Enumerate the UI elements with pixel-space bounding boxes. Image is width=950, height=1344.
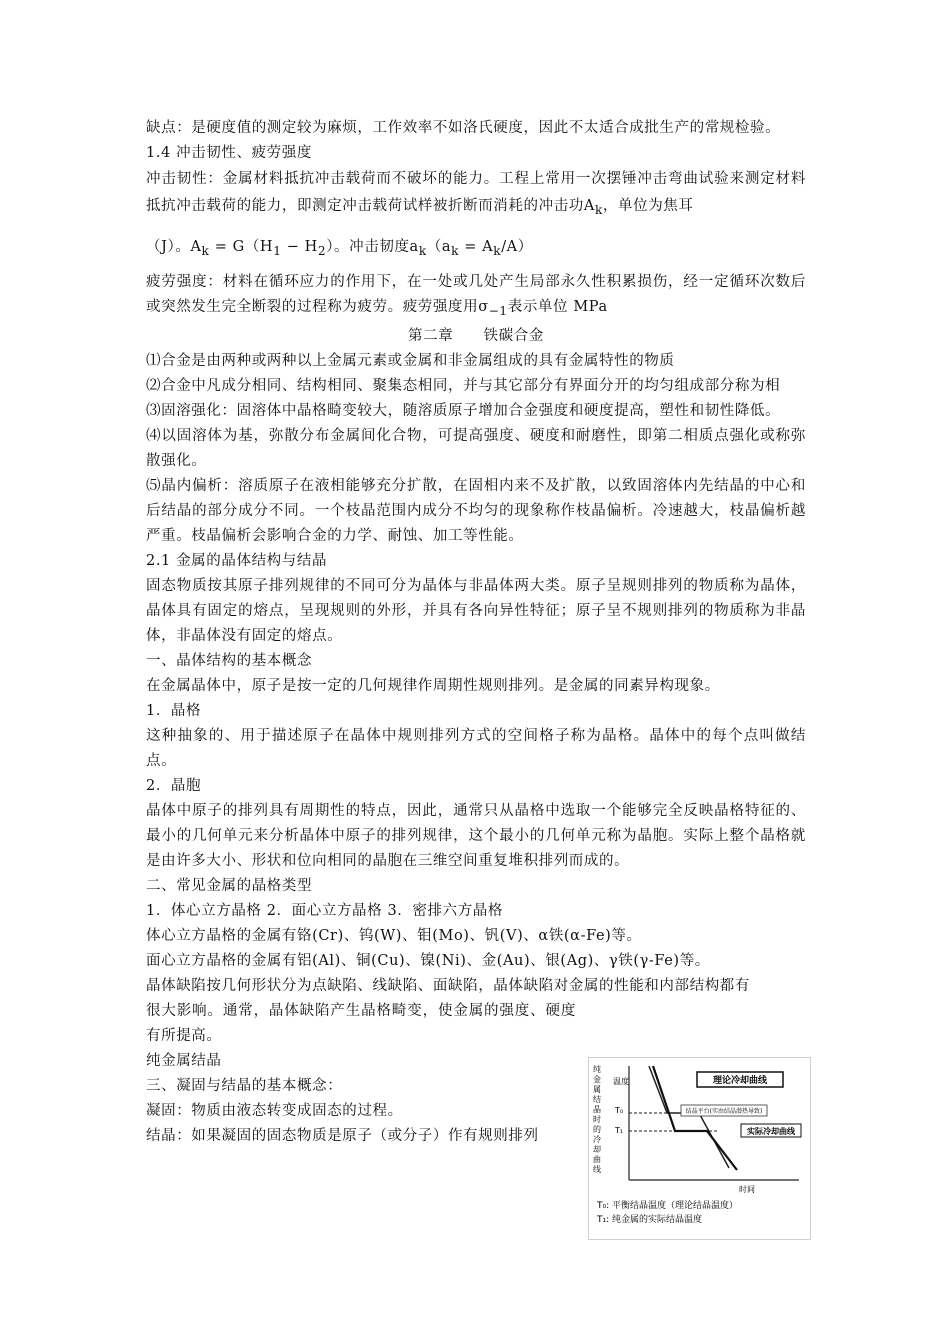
paragraph: ⑷以固溶体为基，弥散分布金属间化合物，可提高强度、硬度和耐磨性，即第二相质点强化或称弥散强化。	[146, 427, 806, 469]
paragraph-text: ，单位为焦耳	[602, 198, 694, 214]
paragraph: 在金属晶体中，原子是按一定的几何规律作周期性规则排列。是金属的同素异构现象。	[146, 677, 720, 694]
paragraph: 结晶：如果凝固的固态物质是原子（或分子）作有规则排列	[146, 1127, 539, 1144]
paragraph: 面心立方晶格的金属有铝(Al)、铜(Cu)、镍(Ni)、金(Au)、银(Ag)、γ铁(γ-Fe)等。	[146, 952, 710, 969]
subheading: 2．晶胞	[146, 777, 202, 794]
ylabel-char: 晶	[593, 1105, 601, 1114]
paragraph: 晶体缺陷按几何形状分为点缺陷、线缺陷、面缺陷，晶体缺陷对金属的性能和内部结构都有	[146, 977, 750, 994]
formula-text: （a	[426, 238, 452, 255]
subscript: k	[594, 202, 603, 217]
formula-line	[146, 232, 806, 266]
ylabel-char: 结	[593, 1095, 601, 1104]
subscript: k	[418, 243, 427, 258]
subheading: 1．晶格	[146, 702, 202, 719]
formula-text: = A	[459, 238, 494, 255]
paragraph	[146, 166, 806, 224]
paragraph: 体心立方晶格的金属有铬(Cr)、钨(W)、钼(Mo)、钒(V)、α铁(α-Fe)等。	[146, 927, 642, 944]
formula-text: /A）	[501, 238, 533, 255]
subheading: 纯金属结晶	[146, 1052, 222, 1069]
theory-label: 理论冷却曲线	[712, 1076, 768, 1086]
section-heading: 二、常见金属的晶格类型	[146, 877, 313, 894]
t1-label: T₁	[615, 1126, 624, 1135]
actual-label: 实际冷却曲线	[747, 1127, 795, 1136]
paragraph: ⑸晶内偏析：溶质原子在液相能够充分扩散，在固相内来不及扩散，以致固溶体内先结晶的中心和后结晶的部分成分不同。一个枝晶范围内成分不均匀的现象称作枝晶偏析。冷速越大，枝晶偏析越严重。枝晶偏析会影响合金的力学、耐蚀、加工等性能。	[146, 477, 806, 544]
formula-text: （J）。A	[146, 238, 202, 255]
ylabel-char: 属	[593, 1085, 601, 1094]
chapter-title: 第二章 铁碳合金	[408, 327, 544, 344]
formula-text: = G（H	[214, 238, 274, 255]
ylabel-char: 曲	[593, 1155, 601, 1164]
formula-text: − H	[281, 238, 318, 255]
ylabel-char: 线	[593, 1165, 601, 1174]
figure-vertical-label	[593, 1064, 604, 1174]
axis-label-temperature: 温度	[613, 1077, 629, 1086]
paragraph: ⑵合金中凡成分相同、结构相同、聚集态相同，并与其它部分有界面分开的均匀组成部分称为相	[146, 377, 781, 394]
ylabel-char: 时	[593, 1115, 601, 1124]
ylabel-char: 的	[593, 1125, 601, 1134]
ylabel-char: 冷	[593, 1135, 601, 1144]
subscript: k	[201, 243, 210, 258]
cooling-curve-figure	[588, 1057, 811, 1240]
paragraph: ⑶固溶强化：固溶体中晶格畸变较大，随溶质原子增加合金强度和硬度提高，塑性和韧性降低。	[146, 402, 781, 419]
axis-label-time: 时间	[739, 1185, 755, 1194]
paragraph: 晶体中原子的排列具有周期性的特点，因此，通常只从晶格中选取一个能够完全反映晶格特征的、最小的几何单元来分析晶体中原子的排列规律，这个最小的几何单元称为晶胞。实际上整个晶格就是由许多大小、形状和位向相同的晶胞在三维空间重复堆积排列而成的。	[146, 802, 806, 869]
ylabel-char: 金	[593, 1075, 601, 1084]
subscript: 2	[317, 243, 327, 258]
figure-note-t0: T₀: 平衡结晶温度（理论结晶温度）	[597, 1201, 738, 1211]
subscript: −1	[488, 303, 508, 318]
subscript: k	[451, 243, 460, 258]
paragraph: ⑴合金是由两种或两种以上金属元素或金属和非金属组成的具有金属特性的物质	[146, 352, 675, 369]
plateau-note: 结晶平台(实由结晶潜热导致)	[685, 1108, 763, 1115]
section-heading: 1.4 冲击韧性、疲劳强度	[146, 145, 312, 161]
paragraph-text: 冲击韧性：金属材料抵抗冲击载荷而不破坏的能力。工程上常用一次摆锤冲击弯曲试验来测定材料抵抗冲击载荷的能力，即测定冲击载荷试样被折断而消耗的冲击功A	[146, 171, 806, 214]
ylabel-char: 却	[593, 1145, 601, 1154]
paragraph-text: 表示单位 MPa	[507, 298, 608, 315]
paragraph: 缺点：是硬度值的测定较为麻烦，工作效率不如洛氏硬度，因此不太适合成批生产的常规检验。	[146, 120, 781, 136]
t0-label: T₀	[615, 1106, 624, 1115]
subscript: k	[493, 243, 502, 258]
subscript: 1	[273, 243, 282, 258]
document-body	[146, 116, 806, 1149]
paragraph: 固态物质按其原子排列规律的不同可分为晶体与非晶体两大类。原子呈规则排列的物质称为晶体，晶体具有固定的熔点，呈现规则的外形，并具有各向异性特征；原子呈不规则排列的物质称为非晶体，非晶体没有固定的熔点。	[146, 577, 806, 644]
paragraph-text: 疲劳强度：材料在循环应力的作用下，在一处或几处产生局部永久性积累损伤，经一定循环次数后或突然发生完全断裂的过程称为疲劳。疲劳强度用σ	[146, 273, 806, 315]
section-heading: 三、凝固与结晶的基本概念：	[146, 1077, 343, 1094]
paragraph: 凝固：物质由液态转变成固态的过程。	[146, 1102, 403, 1119]
cooling-curve-diagram	[589, 1058, 810, 1239]
paragraph: 1．体心立方晶格 2．面心立方晶格 3．密排六方晶格	[146, 902, 503, 919]
formula-text: ）。冲击韧度a	[326, 238, 419, 255]
paragraph: 这种抽象的、用于描述原子在晶体中规则排列方式的空间格子称为晶格。晶体中的每个点叫做结点。	[146, 727, 806, 769]
paragraph	[146, 270, 806, 324]
figure-note-t1: T₁: 纯金属的实际结晶温度	[597, 1215, 702, 1225]
paragraph: 很大影响。通常，晶体缺陷产生晶格畸变，使金属的强度、硬度有所提高。	[146, 1002, 576, 1044]
section-heading: 一、晶体结构的基本概念	[146, 652, 313, 669]
ylabel-char: 纯	[593, 1065, 601, 1074]
section-heading: 2.1 金属的晶体结构与结晶	[146, 552, 328, 569]
